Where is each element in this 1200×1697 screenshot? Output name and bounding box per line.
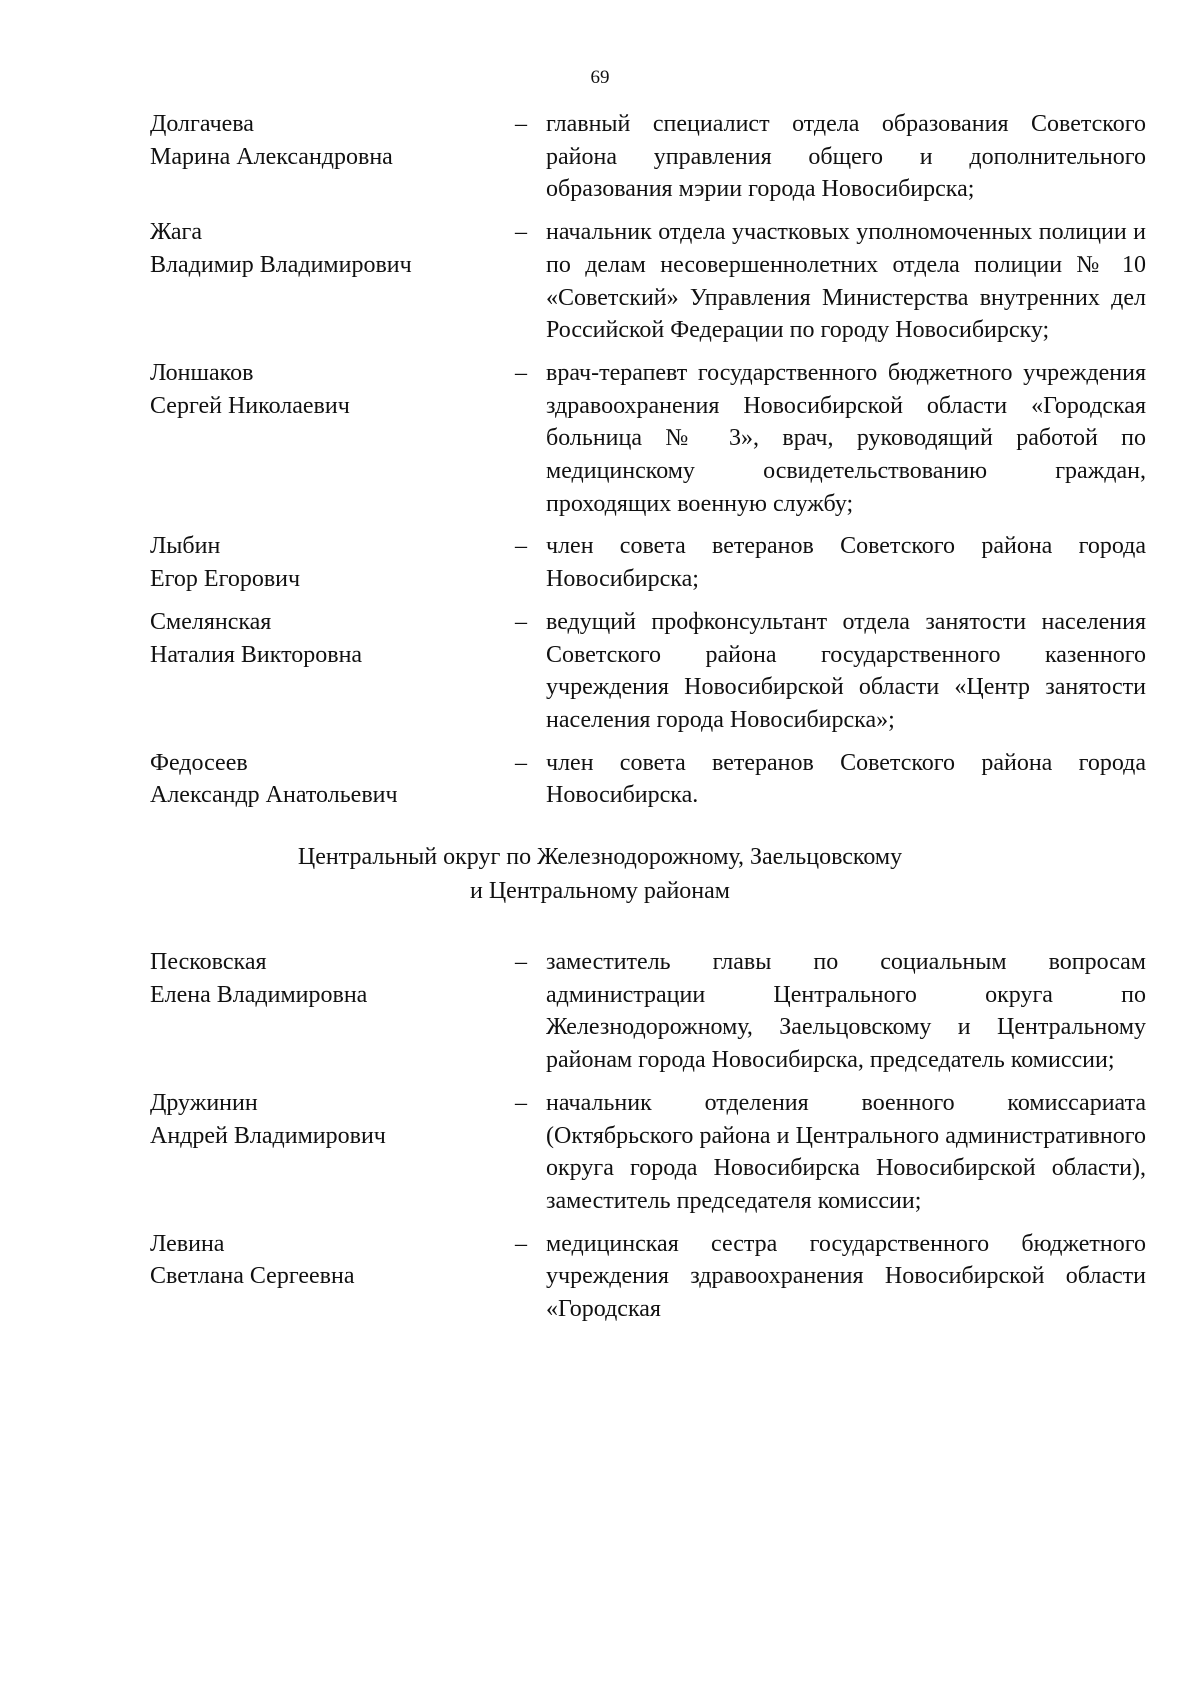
member-given-names: Наталия Викторовна [150,641,363,668]
member-name [150,357,510,422]
member-name [150,530,510,595]
member-entry [150,530,1148,595]
member-position: главный специалист отдела образования Советского района управления общего и дополнительного образования мэрии города Новосибирска; [546,111,1146,203]
member-surname: Дружинин [150,1089,258,1116]
member-position: врач-терапевт государственного бюджетного учреждения здравоохранения Новосибирской области «Городская больница № 3», врач, руководящий работой по медицинскому освидетельствованию граждан, проходящих военную службу; [546,359,1146,517]
member-name [150,108,510,173]
member-surname: Левина [150,1230,225,1257]
member-position: член совета ветеранов Советского района города Новосибирска. [546,749,1146,809]
member-name [150,747,510,812]
member-surname: Федосеев [150,749,248,776]
member-entry [150,747,1148,812]
member-given-names: Сергей Николаевич [150,392,350,419]
entry-dash: – [515,1230,527,1257]
section-heading [0,840,1200,908]
member-entry [150,1228,1148,1326]
member-given-names: Марина Александровна [150,143,393,170]
member-surname: Песковская [150,949,267,976]
member-position: медицинская сестра государственного бюджетного учреждения здравоохранения Новосибирской области «Городская [546,1230,1146,1323]
entry-dash: – [515,1089,527,1116]
member-position: заместитель главы по социальным вопросам администрации Центрального округа по Железнодорожному, Заельцовскому и Центральному районам города Новосибирска, председатель комиссии; [546,949,1146,1074]
member-entry [150,357,1148,521]
member-name [150,946,510,1011]
member-given-names: Светлана Сергеевна [150,1263,355,1290]
member-position: ведущий профконсультант отдела занятости населения Советского района государственного казенного учреждения Новосибирской области «Центр занятости населения города Новосибирска»; [546,608,1146,733]
member-entry [150,606,1148,737]
entry-dash: – [515,533,527,560]
member-name [150,216,510,281]
member-surname: Лыбин [150,533,221,560]
member-name [150,606,510,671]
member-given-names: Владимир Владимирович [150,251,412,278]
member-position: член совета ветеранов Советского района города Новосибирска; [546,533,1146,593]
member-given-names: Андрей Владимирович [150,1122,386,1149]
member-name [150,1228,510,1293]
entry-dash: – [515,608,527,635]
member-entry [150,946,1148,1077]
member-surname: Жага [150,219,203,246]
member-entry [150,216,1148,347]
member-given-names: Александр Анатольевич [150,782,398,809]
entry-dash: – [515,949,527,976]
entry-dash: – [515,359,527,386]
member-position: начальник отдела участковых уполномоченных полиции и по делам несовершеннолетних отдела полиции № 10 «Советский» Управления Министерства внутренних дел Российской Федерации по городу Новосибирску; [546,219,1146,344]
member-entry [150,108,1148,206]
member-given-names: Егор Егорович [150,566,301,593]
entry-dash: – [515,111,527,137]
section-heading-line: Центральный округ по Железнодорожному, Заельцовскому [297,844,903,871]
commission-members-list [150,108,1148,1326]
member-position: начальник отделения военного комиссариата (Октябрьского района и Центрального административного округа города Новосибирска Новосибирской области), заместитель председателя комиссии; [546,1089,1146,1214]
member-entry [150,1087,1148,1218]
member-surname: Лоншаков [150,359,254,386]
member-surname: Смелянская [150,608,272,635]
entry-dash: – [515,749,527,776]
member-name [150,1087,510,1152]
section-heading-line: и Центральному районам [470,878,730,905]
page-number: 69 [590,67,610,88]
member-surname: Долгачева [150,111,254,137]
entry-dash: – [515,219,527,246]
member-given-names: Елена Владимировна [150,981,368,1008]
